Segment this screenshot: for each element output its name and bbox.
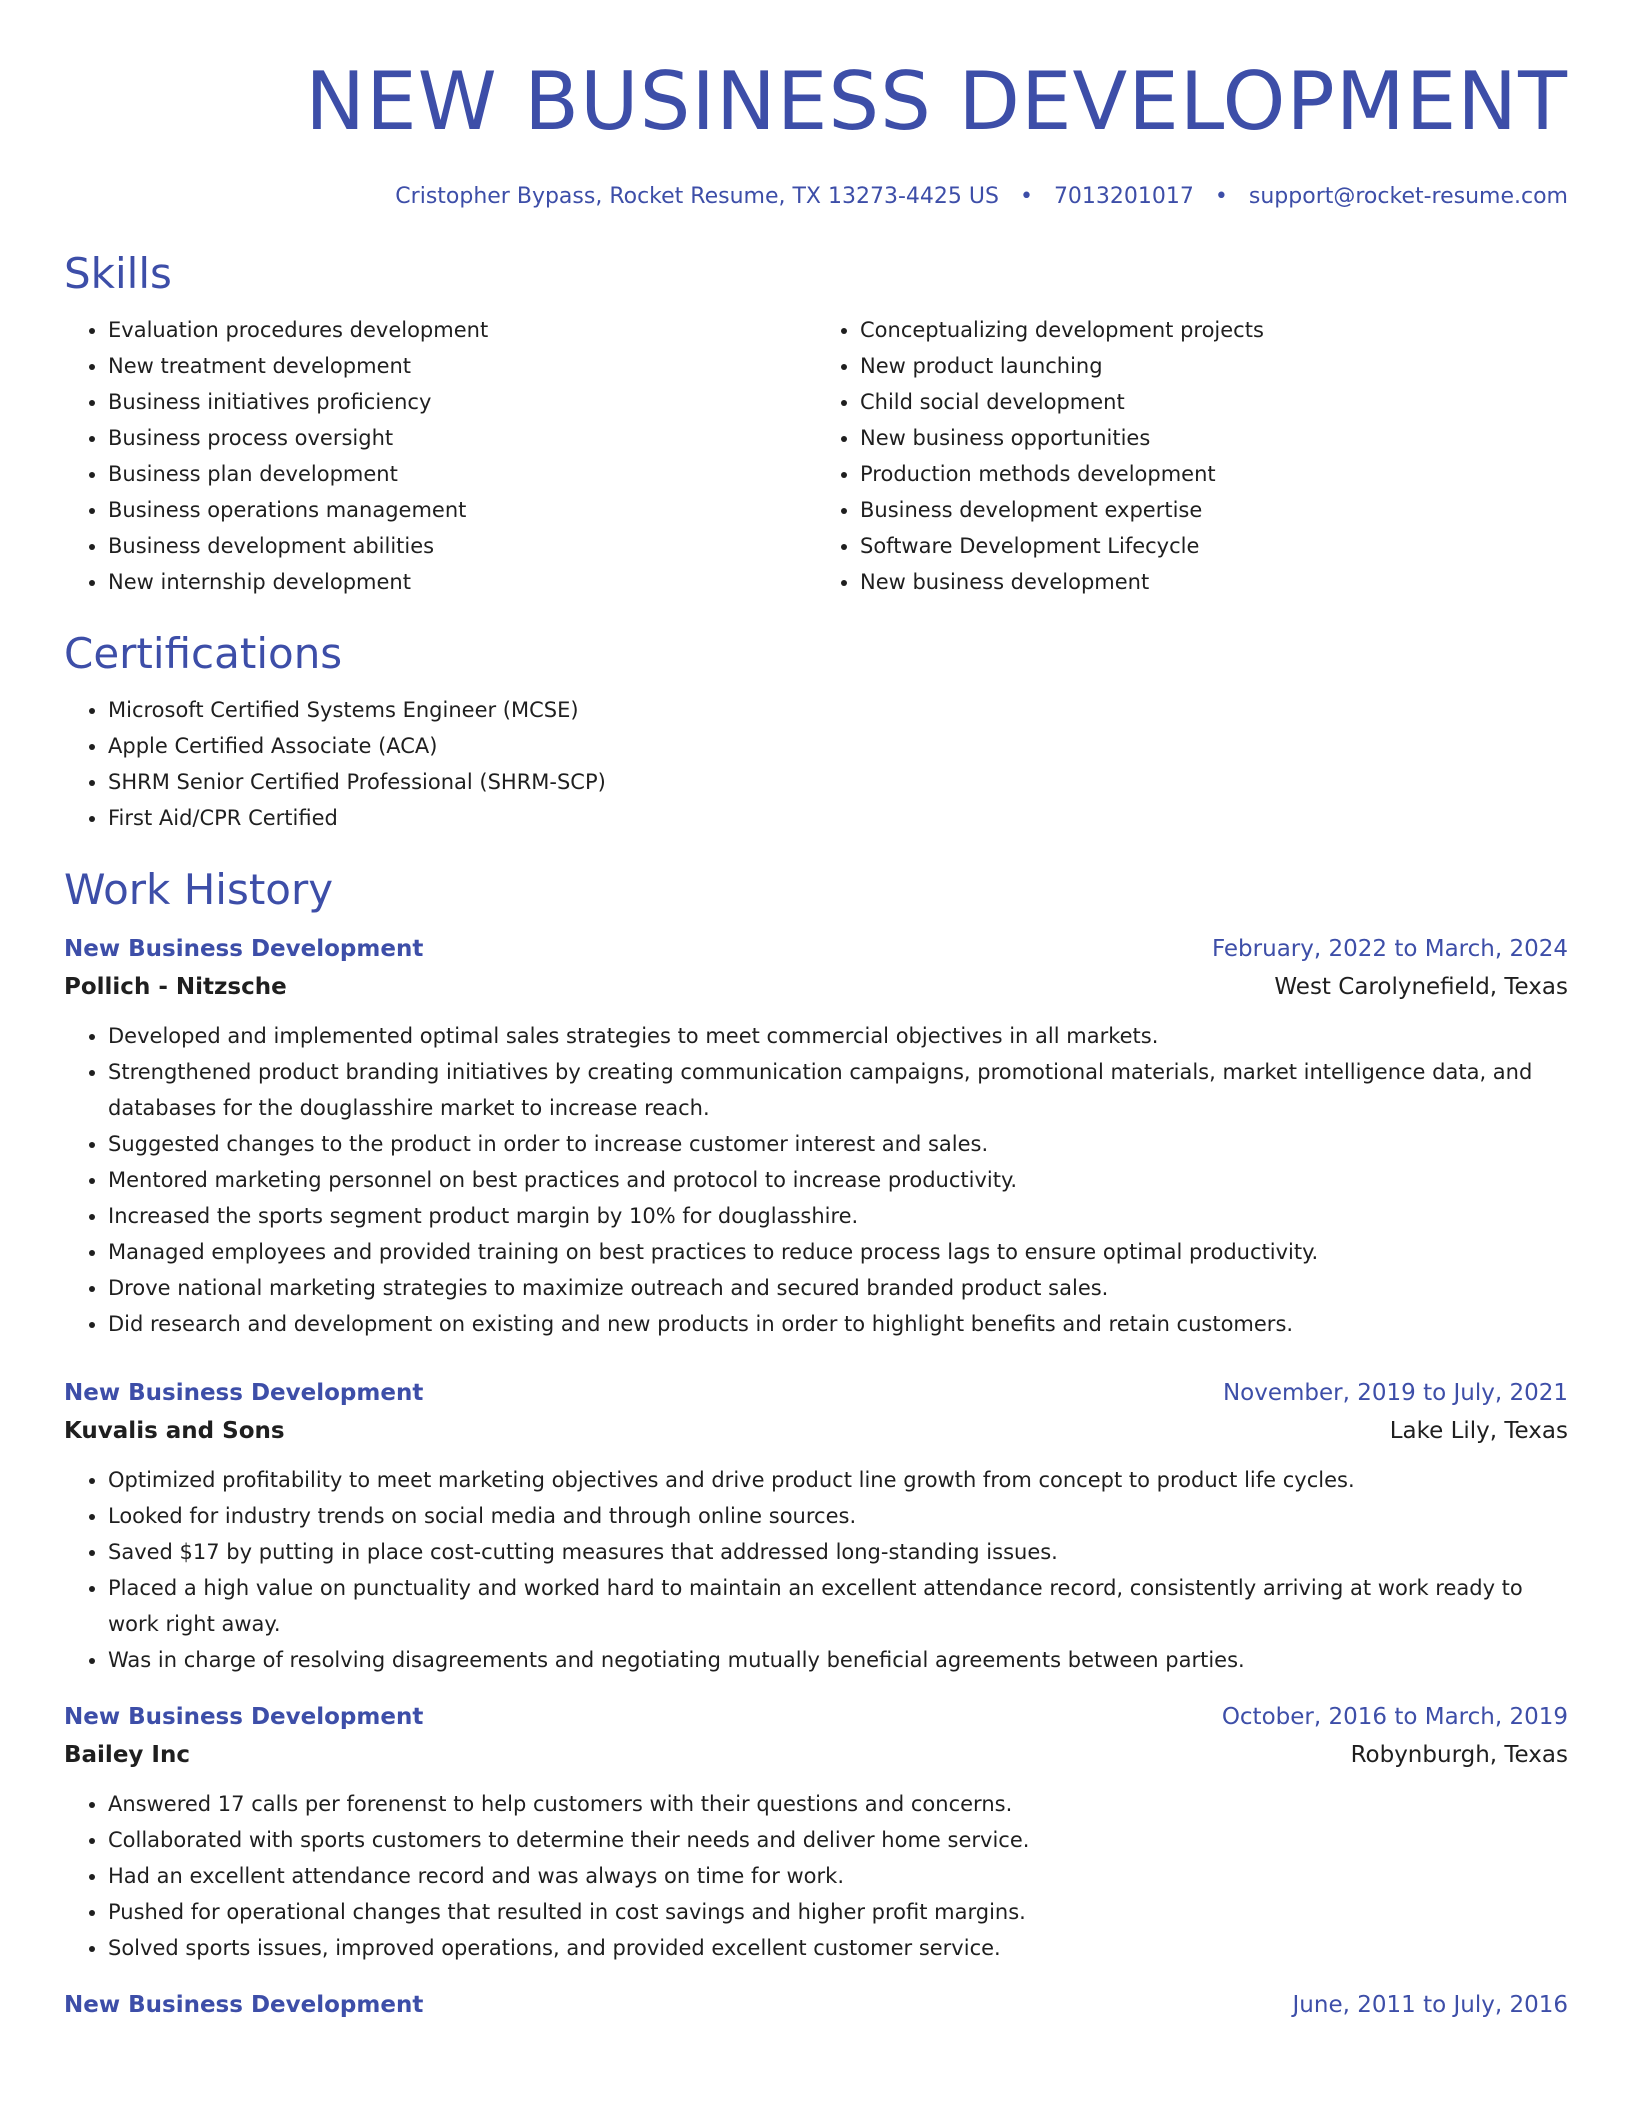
job-bullet: • Suggested changes to the product in order to increase customer interest and sales. xyxy=(108,1126,1568,1162)
job-bullet: • Saved $17 by putting in place cost-cutting measures that addressed long-standing issues. xyxy=(108,1534,1568,1570)
certifications-heading: Certifications xyxy=(64,629,343,678)
job-entry xyxy=(64,1698,1568,1966)
job-bullet: • Pushed for operational changes that resulted in cost savings and higher profit margins. xyxy=(108,1894,1568,1930)
job-bullet: • Solved sports issues, improved operations, and provided excellent customer service. xyxy=(108,1930,1568,1966)
job-company-row xyxy=(64,1412,1568,1450)
skill-item: • Evaluation procedures development xyxy=(108,312,816,348)
job-company-row xyxy=(64,968,1568,1006)
job-title: New Business Development xyxy=(64,1704,424,1730)
contact-line xyxy=(64,182,1568,212)
skill-item: • New treatment development xyxy=(108,348,816,384)
contact-phone: 7013201017 xyxy=(1053,184,1194,209)
certifications-section xyxy=(64,628,1568,836)
skill-item: • New business development xyxy=(860,564,1568,600)
skill-item: • New business opportunities xyxy=(860,420,1568,456)
certifications-list xyxy=(64,692,1568,836)
job-bullet: • Managed employees and provided training on best practices to reduce process lags to ensure optimal productivity. xyxy=(108,1234,1568,1270)
job-bullet: • Collaborated with sports customers to determine their needs and deliver home service. xyxy=(108,1822,1568,1858)
job-bullet: • Did research and development on existing and new products in order to highlight benefits and retain customers. xyxy=(108,1306,1568,1342)
job-bullet: • Placed a high value on punctuality and worked hard to maintain an excellent attendance record, consistently arriving at work ready to work right away. xyxy=(108,1570,1568,1642)
skill-item: • Business process oversight xyxy=(108,420,816,456)
skill-item: • Child social development xyxy=(860,384,1568,420)
job-bullet: • Answered 17 calls per forenenst to help customers with their questions and concerns. xyxy=(108,1786,1568,1822)
skills-grid xyxy=(64,312,1568,600)
work-history-heading: Work History xyxy=(64,865,334,914)
job-bullet: • Was in charge of resolving disagreements and negotiating mutually beneficial agreements between parties. xyxy=(108,1642,1568,1678)
contact-separator: • xyxy=(1214,184,1228,209)
certification-item: • Apple Certified Associate (ACA) xyxy=(108,728,1568,764)
contact-separator: • xyxy=(1019,184,1033,209)
job-title-row xyxy=(64,1374,1568,1412)
skills-list-left xyxy=(64,312,816,600)
job-company: Bailey Inc xyxy=(64,1742,190,1768)
job-bullets xyxy=(64,1786,1568,1966)
job-location: Lake Lily, Texas xyxy=(1389,1418,1568,1444)
job-company: Kuvalis and Sons xyxy=(64,1418,285,1444)
job-dates: June, 2011 to July, 2016 xyxy=(1292,1992,1568,2018)
job-title: New Business Development xyxy=(64,1380,424,1406)
certification-item: • SHRM Senior Certified Professional (SHRM-SCP) xyxy=(108,764,1568,800)
job-entry xyxy=(64,930,1568,1342)
skill-item: • Conceptualizing development projects xyxy=(860,312,1568,348)
job-dates: November, 2019 to July, 2021 xyxy=(1222,1380,1568,1406)
skills-section xyxy=(64,248,1568,600)
contact-email: support@rocket-resume.com xyxy=(1248,184,1568,209)
job-bullet: • Looked for industry trends on social media and through online sources. xyxy=(108,1498,1568,1534)
resume-header xyxy=(64,0,1568,212)
job-bullet: • Drove national marketing strategies to maximize outreach and secured branded product sales. xyxy=(108,1270,1568,1306)
skills-list-right xyxy=(816,312,1568,600)
job-bullet: • Optimized profitability to meet marketing objectives and drive product line growth from concept to product life cycles. xyxy=(108,1462,1568,1498)
job-bullet: • Developed and implemented optimal sales strategies to meet commercial objectives in all markets. xyxy=(108,1018,1568,1054)
skill-item: • Software Development Lifecycle xyxy=(860,528,1568,564)
job-dates: October, 2016 to March, 2019 xyxy=(1221,1704,1568,1730)
certification-item: • Microsoft Certified Systems Engineer (MCSE) xyxy=(108,692,1568,728)
certification-item: • First Aid/CPR Certified xyxy=(108,800,1568,836)
skill-item: • New product launching xyxy=(860,348,1568,384)
skills-heading: Skills xyxy=(64,249,172,298)
job-title-row xyxy=(64,1986,1568,2024)
skill-item: • Production methods development xyxy=(860,456,1568,492)
job-bullet: • Strengthened product branding initiatives by creating communication campaigns, promotional materials, market intelligence data, and databases for the douglasshire market to increase reach. xyxy=(108,1054,1568,1126)
contact-address: Cristopher Bypass, Rocket Resume, TX 13273-4425 US xyxy=(395,184,999,209)
job-bullet: • Mentored marketing personnel on best practices and protocol to increase productivity. xyxy=(108,1162,1568,1198)
job-title-row xyxy=(64,930,1568,968)
skill-item: • Business development expertise xyxy=(860,492,1568,528)
skill-item: • New internship development xyxy=(108,564,816,600)
job-company: Pollich - Nitzsche xyxy=(64,974,287,1000)
job-bullet: • Had an excellent attendance record and was always on time for work. xyxy=(108,1858,1568,1894)
skill-item: • Business development abilities xyxy=(108,528,816,564)
job-location: West Carolynefield, Texas xyxy=(1274,974,1568,1000)
job-bullet: • Increased the sports segment product margin by 10% for douglasshire. xyxy=(108,1198,1568,1234)
job-title: New Business Development xyxy=(64,936,424,962)
resume-name: NEW BUSINESS DEVELOPMENT xyxy=(305,55,1568,148)
skill-item: • Business plan development xyxy=(108,456,816,492)
job-company-row xyxy=(64,1736,1568,1774)
work-history-section xyxy=(64,864,1568,2024)
job-dates: February, 2022 to March, 2024 xyxy=(1211,936,1568,962)
skill-item: • Business operations management xyxy=(108,492,816,528)
job-entry xyxy=(64,1374,1568,1678)
job-title-row xyxy=(64,1698,1568,1736)
job-title: New Business Development xyxy=(64,1992,424,2018)
job-bullets xyxy=(64,1462,1568,1678)
job-location: Robynburgh, Texas xyxy=(1350,1742,1568,1768)
job-entry xyxy=(64,1986,1568,2024)
skill-item: • Business initiatives proficiency xyxy=(108,384,816,420)
job-bullets xyxy=(64,1018,1568,1342)
